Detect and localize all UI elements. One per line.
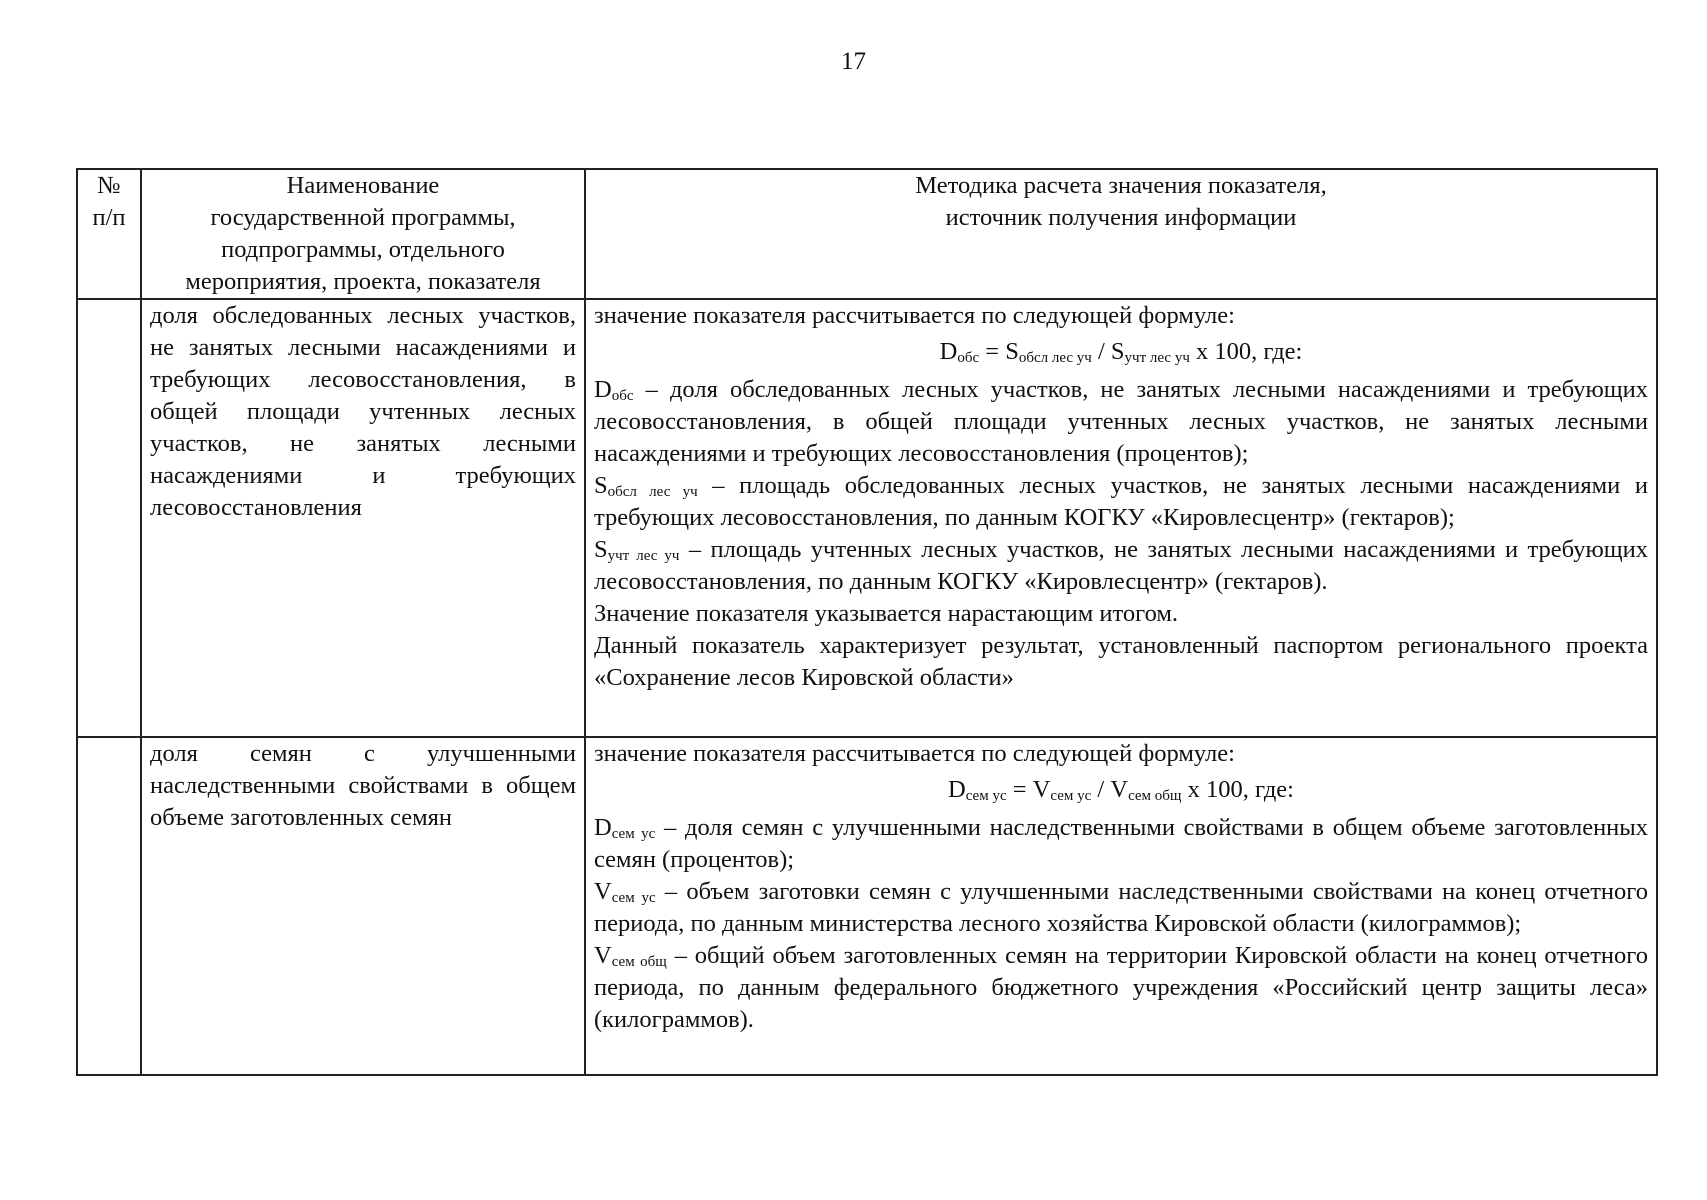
header-name-line: Наименование — [286, 172, 440, 199]
definition-symbol: V — [594, 878, 612, 905]
definition — [594, 812, 1648, 876]
header-method-line: Методика расчета значения показателя, — [915, 172, 1327, 199]
formula-operator: = — [979, 338, 1006, 365]
definition-subscript: сем общ — [611, 954, 667, 970]
formula-operator: / — [1091, 338, 1111, 365]
formula-symbol: D — [939, 338, 958, 365]
definition-symbol: S — [594, 472, 608, 499]
method-cell — [585, 737, 1657, 1075]
definition — [594, 534, 1648, 598]
table-row — [77, 299, 1657, 737]
formula-subscript: обсл лес уч — [1018, 350, 1092, 366]
header-number-abbrev: п/п — [92, 204, 126, 231]
header-method-cell — [585, 169, 1657, 299]
row-number-cell — [77, 299, 141, 737]
indicator-name-cell: доля обследованных лесных участков, не занятых лесными насаждениями и требующих лесовосстановления, в общей площади учтенных лесных участков, не занятых лесными насаждениями и требующих лесовосстановления — [141, 299, 585, 737]
header-name-line: мероприятия, проекта, показателя — [185, 268, 541, 295]
formula-symbol: S — [1110, 338, 1125, 365]
definition-subscript: учт лес уч — [607, 548, 680, 564]
indicator-name-cell: доля семян с улучшенными наследственными свойствами в общем объеме заготовленных семян — [141, 737, 585, 1075]
formula-symbol: D — [948, 776, 966, 803]
formula-intro: значение показателя рассчитывается по следующей формуле: — [594, 740, 1235, 767]
formula-tail: х 100, где: — [1189, 338, 1303, 365]
definition-text: – доля семян с улучшенными наследственными свойствами в общем объеме заготовленных семян (процентов); — [594, 814, 1648, 873]
header-number-symbol: № — [97, 172, 121, 199]
formula-tail: х 100, где: — [1181, 776, 1294, 803]
definition-subscript: сем ус — [611, 826, 656, 842]
definition-text: – площадь обследованных лесных участков, не занятых лесными насаждениями и требующих лесовосстановления, по данным КОГКУ «Кировлесцентр» (гектаров); — [594, 472, 1648, 531]
definition-subscript: обс — [611, 388, 634, 404]
definition — [594, 940, 1648, 1036]
definition-symbol: V — [594, 942, 612, 969]
formula-intro: значение показателя рассчитывается по следующей формуле: — [594, 302, 1235, 329]
indicator-table — [76, 168, 1658, 1076]
row-number-cell — [77, 737, 141, 1075]
definition — [594, 876, 1648, 940]
note: Данный показатель характеризует результат, установленный паспортом регионального проекта «Сохранение лесов Кировской области» — [594, 632, 1648, 691]
page-number: 17 — [841, 48, 866, 75]
table-header-row — [77, 169, 1657, 299]
formula — [594, 336, 1648, 368]
method-cell — [585, 299, 1657, 737]
note: Значение показателя указывается нарастающим итогом. — [594, 600, 1179, 627]
definition-text: – общий объем заготовленных семян на территории Кировской области на конец отчетного периода, по данным федерального бюджетного учреждения «Российский центр защиты леса» (килограммов). — [594, 942, 1648, 1033]
formula-subscript: сем ус — [1050, 788, 1092, 804]
definition — [594, 470, 1648, 534]
header-name-line: государственной программы, — [210, 204, 516, 231]
header-method-line: источник получения информации — [945, 204, 1297, 231]
header-number-cell — [77, 169, 141, 299]
definition-text: – объем заготовки семян с улучшенными наследственными свойствами на конец отчетного периода, по данным министерства лесного хозяйства Кировской области (килограммов); — [594, 878, 1648, 937]
formula-subscript: обс — [957, 350, 980, 366]
formula-symbol: V — [1032, 776, 1051, 803]
definition-symbol: D — [594, 814, 612, 841]
formula-symbol: V — [1110, 776, 1129, 803]
formula-operator: / — [1091, 776, 1111, 803]
definition — [594, 374, 1648, 470]
definition-text: – площадь учтенных лесных участков, не занятых лесными насаждениями и требующих лесовосстановления, по данным КОГКУ «Кировлесцентр» (гектаров). — [594, 536, 1648, 595]
formula-symbol: S — [1005, 338, 1019, 365]
formula-operator: = — [1006, 776, 1033, 803]
definition-symbol: D — [594, 376, 612, 403]
header-name-cell — [141, 169, 585, 299]
formula — [594, 774, 1648, 806]
definition-subscript: обсл лес уч — [607, 484, 698, 500]
header-name-line: подпрограммы, отдельного — [221, 236, 505, 263]
formula-subscript: учт лес уч — [1124, 350, 1190, 366]
definition-text: – доля обследованных лесных участков, не занятых лесными насаждениями и требующих лесовосстановления, в общей площади учтенных лесных участков, не занятых лесными насаждениями и требующих лесовосстановления (процентов); — [594, 376, 1648, 467]
formula-subscript: сем общ — [1128, 788, 1182, 804]
table-row — [77, 737, 1657, 1075]
definition-symbol: S — [594, 536, 608, 563]
formula-subscript: сем ус — [965, 788, 1007, 804]
definition-subscript: сем ус — [611, 890, 656, 906]
